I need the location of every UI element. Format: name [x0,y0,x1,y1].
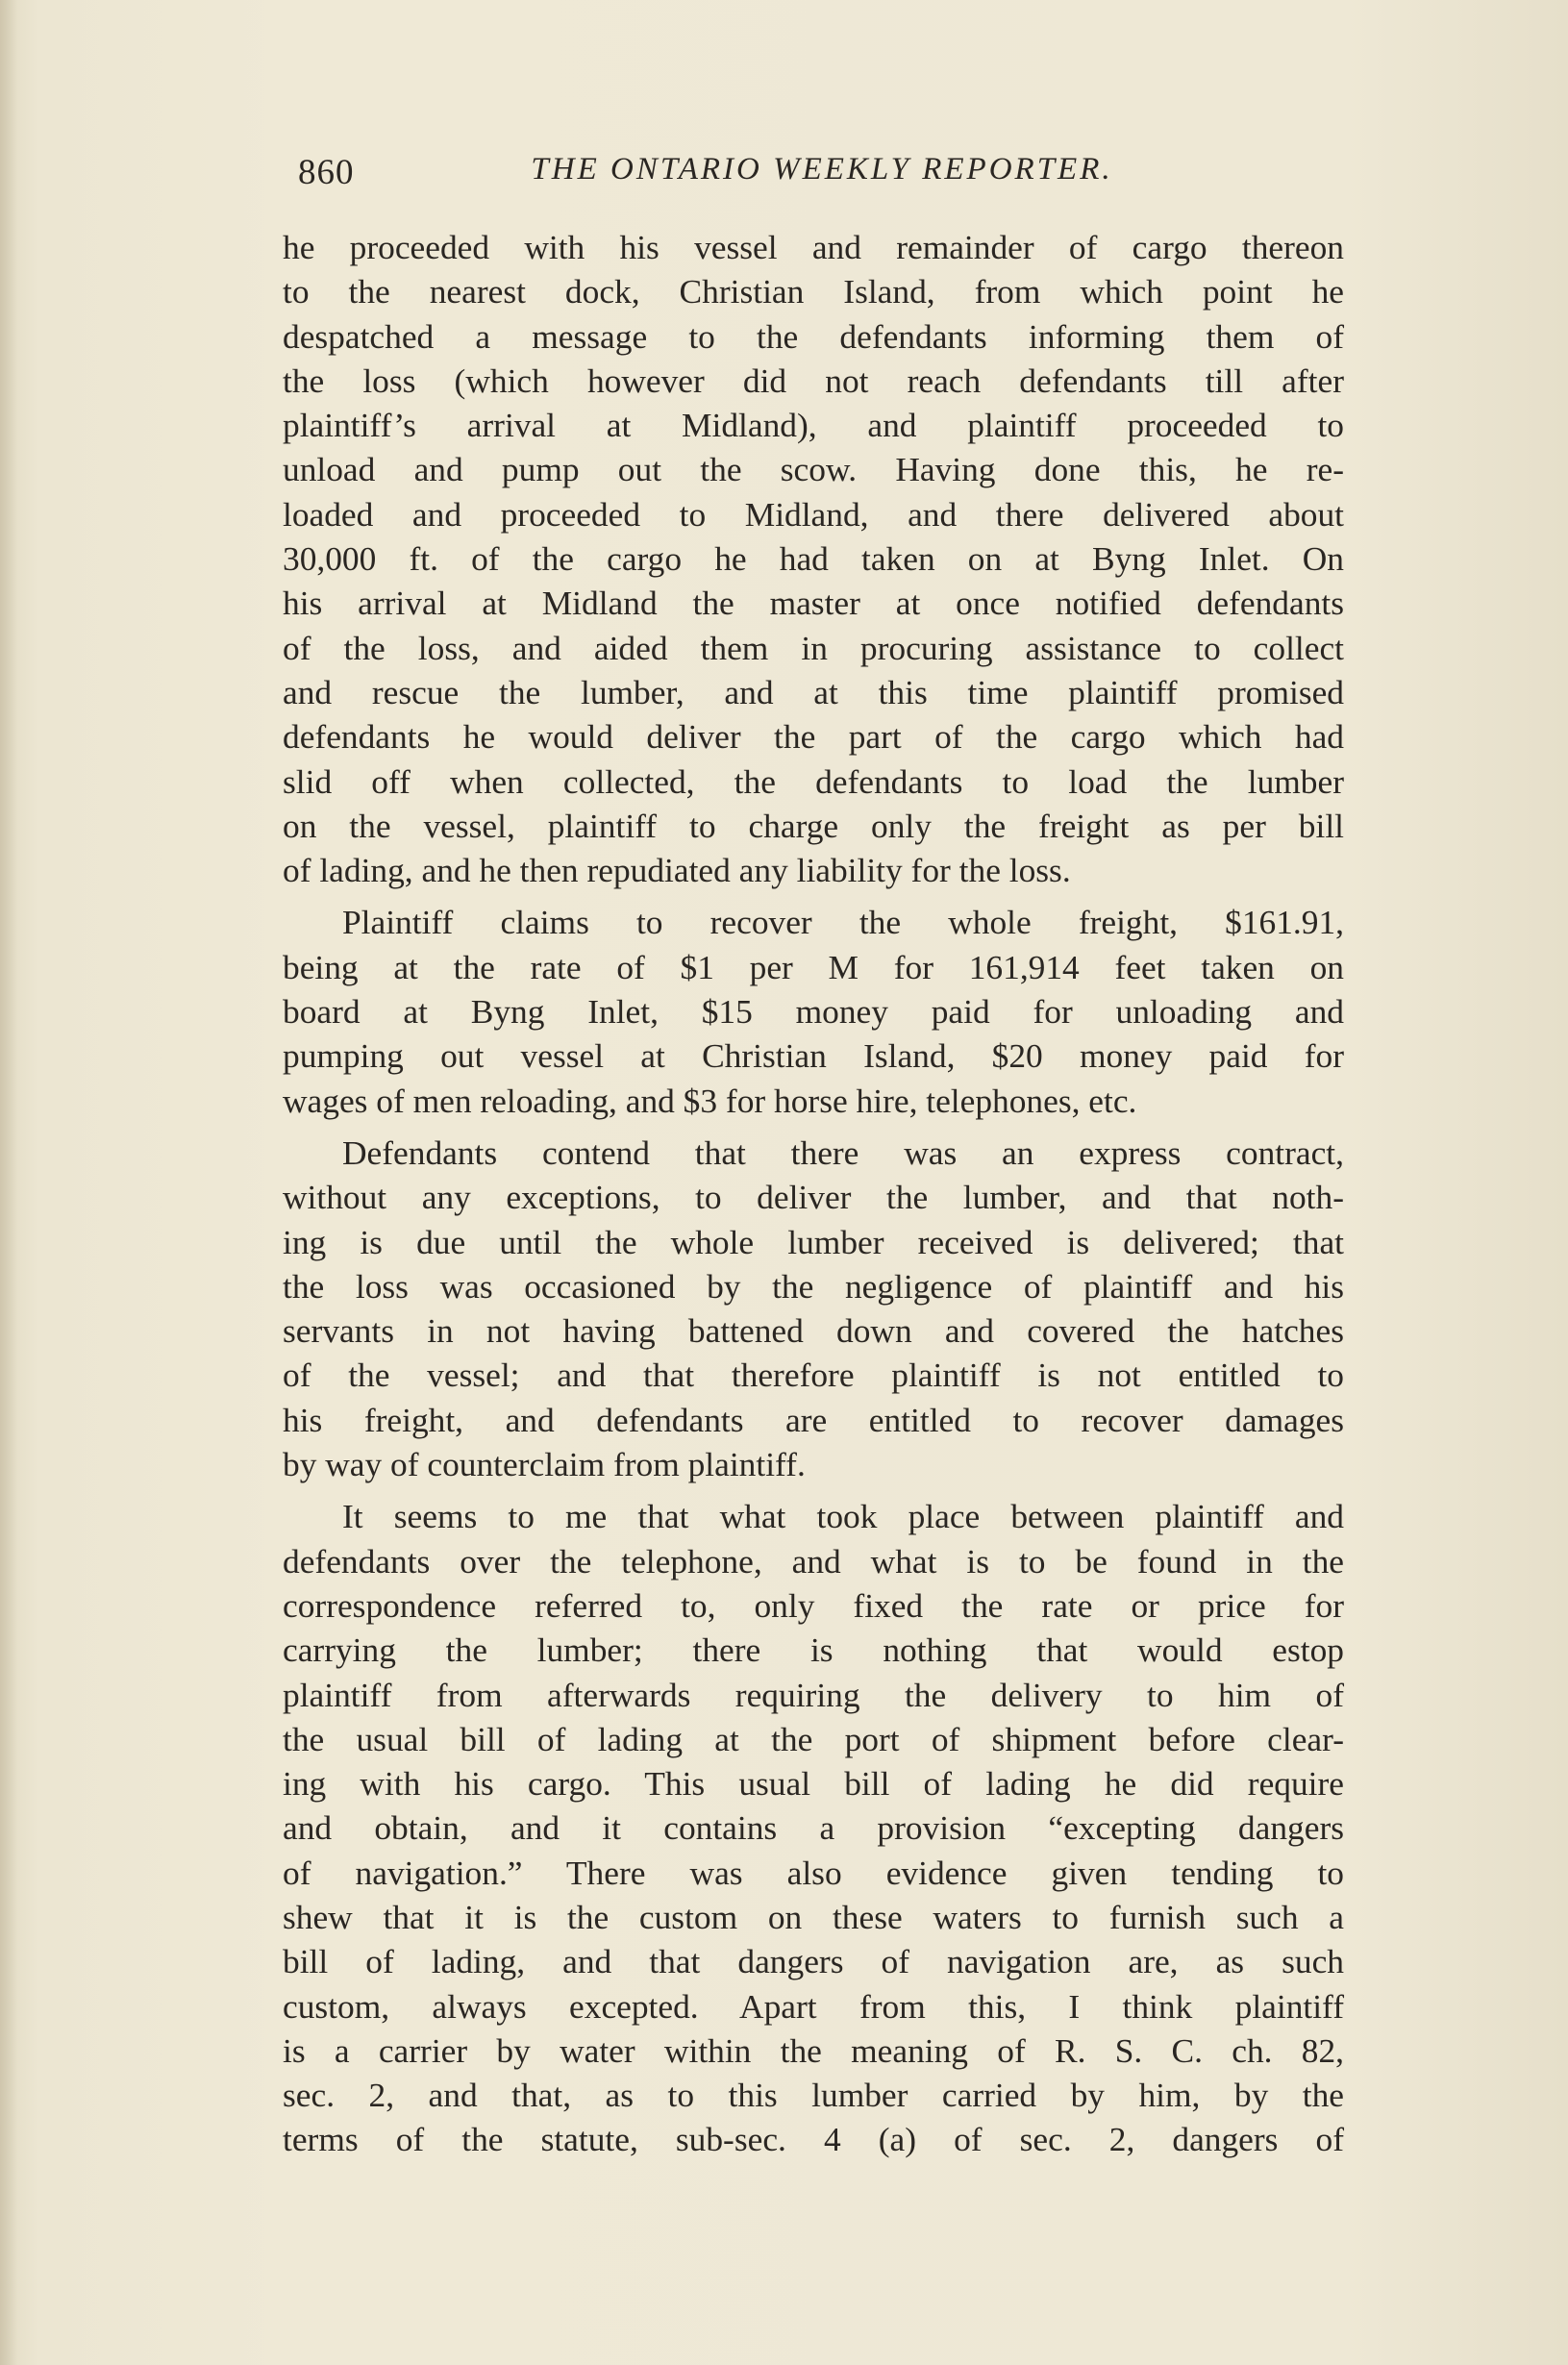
text-line: correspondence referred to, only fixed the rate or price for [283,1585,1344,1625]
text-line: and rescue the lumber, and at this time plaintiff promised [283,672,1344,711]
text-line: he proceeded with his vessel and remainder of cargo thereon [283,228,1344,266]
running-title: THE ONTARIO WEEKLY REPORTER. [531,152,1113,187]
text-line: his freight, and defendants are entitled to recover damages [283,1400,1344,1439]
text-line: It seems to me that what took place between plaintiff and [342,1497,1344,1536]
text-line: unload and pump out the scow. Having done this, he re- [283,450,1344,489]
text-line: being at the rate of $1 per M for 161,914 feet taken on [283,947,1344,986]
page-header [298,144,1346,202]
text-line: his arrival at Midland the master at once notified defendants [283,584,1344,623]
text-line: of the vessel; and that therefore plaintiff is not entitled to [283,1356,1344,1395]
text-line: bill of lading, and that dangers of navigation are, as such [283,1942,1344,1981]
text-line: the loss was occasioned by the negligence of plaintiff and his [283,1266,1344,1306]
text-line: ing is due until the whole lumber received is delivered; that [283,1222,1344,1261]
text-line: shew that it is the custom on these waters to furnish such a [283,1897,1344,1936]
text-line: of the loss, and aided them in procuring assistance to collect [283,628,1344,667]
text-line: slid off when collected, the defendants to load the lumber [283,761,1344,801]
text-line: without any exceptions, to deliver the lumber, and that noth- [283,1178,1344,1217]
text-line: terms of the statute, sub-sec. 4 (a) of sec. 2, dangers of [283,2120,1344,2159]
text-line: sec. 2, and that, as to this lumber carried by him, by the [283,2076,1344,2115]
text-line: carrying the lumber; there is nothing that would estop [283,1631,1344,1670]
text-line: the usual bill of lading at the port of shipment before clear- [283,1719,1344,1758]
text-line: servants in not having battened down and covered the hatches [283,1311,1344,1351]
text-line: board at Byng Inlet, $15 money paid for unloading and [283,992,1344,1032]
text-line: and obtain, and it contains a provision “excepting dangers [283,1808,1344,1848]
paragraph [283,225,1344,892]
text-line: on the vessel, plaintiff to charge only the freight as per bill [283,806,1344,845]
text-line: defendants over the telephone, and what is to be found in the [283,1541,1344,1581]
page-number: 860 [298,153,355,192]
text-line: to the nearest dock, Christian Island, from which point he [283,272,1344,311]
text-line: pumping out vessel at Christian Island, $20 money paid for [283,1036,1344,1076]
paragraph [283,1494,1344,2161]
text-line: defendants he would deliver the part of the cargo which had [283,717,1344,757]
text-line: of navigation.” There was also evidence given tending to [283,1853,1344,1892]
text-line: despatched a message to the defendants informing them of [283,316,1344,356]
text-line: of lading, and he then repudiated any liability for the loss. [283,851,1071,890]
text-line: ing with his cargo. This usual bill of lading he did require [283,1764,1344,1804]
page-gutter-shadow [0,0,17,2365]
text-line: 30,000 ft. of the cargo he had taken on at Byng Inlet. On [283,539,1344,579]
text-line: custom, always excepted. Apart from this, I think plaintiff [283,1986,1344,2026]
text-line: plaintiff from afterwards requiring the delivery to him of [283,1675,1344,1714]
text-line: Plaintiff claims to recover the whole freight, $161.91, [342,903,1344,942]
text-line: plaintiff’s arrival at Midland), and plaintiff proceeded to [283,406,1344,445]
paragraph [283,1131,1344,1486]
paragraph [283,900,1344,1122]
text-line: by way of counterclaim from plaintiff. [283,1445,806,1484]
body-text [283,225,1344,2170]
text-line: loaded and proceeded to Midland, and there delivered about [283,494,1344,534]
text-line: wages of men reloading, and $3 for horse hire, telephones, etc. [283,1081,1137,1120]
text-line: Defendants contend that there was an express contract, [342,1133,1344,1172]
text-line: is a carrier by water within the meaning of R. S. C. ch. 82, [283,2030,1344,2070]
text-line: the loss (which however did not reach defendants till after [283,361,1344,400]
